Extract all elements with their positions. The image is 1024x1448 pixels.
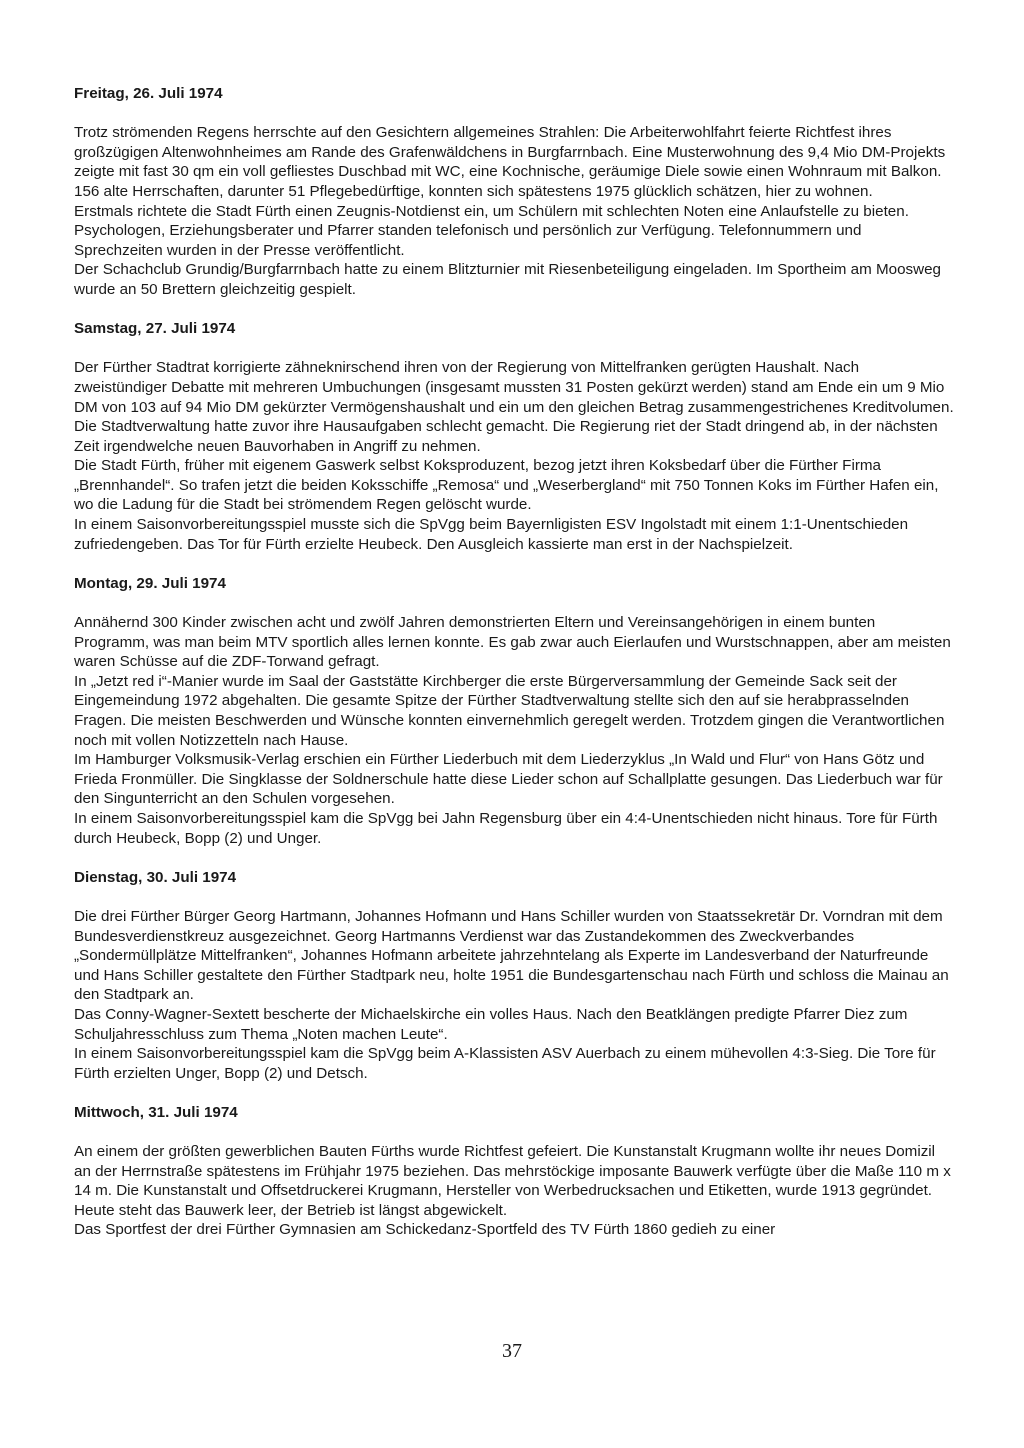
diary-entry xyxy=(74,868,954,1084)
entry-date-heading: Freitag, 26. Juli 1974 xyxy=(74,85,223,102)
diary-entry xyxy=(74,1103,954,1240)
entry-paragraph: In einem Saisonvorbereitungsspiel kam die SpVgg bei Jahn Regensburg über ein 4:4-Unentschieden nicht hinaus. Tore für Fürth durch Heubeck, Bopp (2) und Unger. xyxy=(74,809,938,847)
entry-paragraph: Annähernd 300 Kinder zwischen acht und zwölf Jahren demonstrierten Eltern und Vereinsangehörigen in einem bunten Programm, was man beim MTV sportlich alles lernen konnte. Es gab zwar auch Eierlaufen und Wurstschnappen, aber am meisten waren Schüsse auf die ZDF-Torwand gefragt. xyxy=(74,614,951,671)
entry-paragraph: In einem Saisonvorbereitungsspiel musste sich die SpVgg beim Bayernligisten ESV Ingolstadt mit einem 1:1-Unentschieden zufriedengeben. Das Tor für Fürth erzielte Heubeck. Den Ausgleich kassierte man erst in der Nachspielzeit. xyxy=(74,516,909,553)
entry-paragraph: Der Schachclub Grundig/Burgfarrnbach hatte zu einem Blitzturnier mit Riesenbeteiligung eingeladen. Im Sportheim am Moosweg wurde an 50 Brettern gleichzeitig gespielt. xyxy=(74,261,941,298)
diary-entry xyxy=(74,319,954,554)
entry-paragraph: Erstmals richtete die Stadt Fürth einen Zeugnis-Notdienst ein, um Schülern mit schlechten Noten eine Anlaufstelle zu bieten. Psychologen, Erziehungsberater und Pfarrer standen telefonisch und persönlich zur Verfügung. Telefonnummern und Sprechzeiten wurden in der Presse veröffentlicht. xyxy=(74,202,909,259)
entry-date-heading: Samstag, 27. Juli 1974 xyxy=(74,320,236,338)
entry-date-heading: Mittwoch, 31. Juli 1974 xyxy=(74,1103,238,1121)
entry-paragraph: Der Fürther Stadtrat korrigierte zähneknirschend ihren von der Regierung von Mittelfranken gerügten Haushalt. Nach zweistündiger Debatte mit mehreren Umbuchungen (insgesamt mussten 31 Posten gekürzt werden) stand am Ende ein um 9 Mio DM von 103 auf 94 Mio DM gekürzter Vermögenshaushalt und ein um den gleichen Betrag zusammengestrichenes Kreditvolumen. Die Stadtverwaltung hatte zuvor ihre Hausaufgaben schlecht gemacht. Die Regierung riet der Stadt dringend ab, in der nächsten Zeit irgendwelche neuen Bauvorhaben in Angriff zu nehmen. xyxy=(74,359,954,455)
entry-date-heading: Montag, 29. Juli 1974 xyxy=(74,574,226,592)
document-page xyxy=(74,84,954,1240)
page-number: 37 xyxy=(502,1340,522,1362)
entry-paragraph: An einem der größten gewerblichen Bauten Fürths wurde Richtfest gefeiert. Die Kunstanstalt Krugmann wollte ihr neues Domizil an der Herrnstraße spätestens im Frühjahr 1975 beziehen. Das mehrstöckige imposante Bauwerk verfügte über die Maße 110 m x 14 m. Die Kunstanstalt und Offsetdruckerei Krugmann, Hersteller von Werbedrucksachen und Etiketten, wurde 1913 gegründet. Heute steht das Bauwerk leer, der Betrieb ist längst abgewickelt. xyxy=(74,1143,951,1219)
entry-paragraph: Das Sportfest der drei Fürther Gymnasien am Schickedanz-Sportfeld des TV Fürth 1860 gedieh zu einer xyxy=(74,1221,776,1239)
entry-paragraph: Die Stadt Fürth, früher mit eigenem Gaswerk selbst Koksproduzent, bezog jetzt ihren Koksbedarf über die Fürther Firma „Brennhandel“. So trafen jetzt die beiden Koksschiffe „Remosa“ und „Weserbergland“ mit 750 Tonnen Koks im Fürther Hafen ein, wo die Ladung für die Stadt bei strömendem Regen gelöscht wurde. xyxy=(74,457,939,514)
entry-paragraph: Das Conny-Wagner-Sextett bescherte der Michaelskirche ein volles Haus. Nach den Beatklängen predigte Pfarrer Diez zum Schuljahresschluss zum Thema „Noten machen Leute“. xyxy=(74,1005,908,1043)
diary-entry xyxy=(74,84,954,300)
entry-date-heading: Dienstag, 30. Juli 1974 xyxy=(74,868,237,886)
entry-paragraph: Trotz strömenden Regens herrschte auf den Gesichtern allgemeines Strahlen: Die Arbeiterwohlfahrt feierte Richtfest ihres großzügigen Altenwohnheimes am Rande des Grafenwäldchens in Burgfarrnbach. Eine Musterwohnung des 9,4 Mio DM-Projekts zeigte mit fast 30 qm ein voll gefliestes Duschbad mit WC, eine Kochnische, geräumige Diele sowie einen Wohnraum mit Balkon. 156 alte Herrschaften, darunter 51 Pflegebedürftige, konnten sich spätestens 1975 glücklich schätzen, hier zu wohnen. xyxy=(74,124,946,200)
entry-paragraph: In „Jetzt red i“-Manier wurde im Saal der Gaststätte Kirchberger die erste Bürgerversammlung der Gemeinde Sack seit der Eingemeindung 1972 abgehalten. Die gesamte Spitze der Fürther Stadtverwaltung stellte sich den auf sie herabprasselnden Fragen. Die meisten Beschwerden und Wünsche konnten einvernehmlich geregelt werden. Trotzdem gingen die Verantwortlichen noch mit vollen Notizzetteln nach Hause. xyxy=(74,672,945,749)
entry-paragraph: Im Hamburger Volksmusik-Verlag erschien ein Fürther Liederbuch mit dem Liederzyklus „In Wald und Flur“ von Hans Götz und Frieda Fronmüller. Die Singklasse der Soldnerschule hatte diese Lieder schon auf Schallplatte gesungen. Das Liederbuch war für den Singunterricht an den Schulen vorgesehen. xyxy=(74,751,943,808)
diary-entry xyxy=(74,574,954,848)
entry-paragraph: Die drei Fürther Bürger Georg Hartmann, Johannes Hofmann und Hans Schiller wurden von Staatssekretär Dr. Vorndran mit dem Bundesverdienstkreuz ausgezeichnet. Georg Hartmanns Verdienst war das Zustandekommen des Zweckverbandes „Sondermüllplätze Mittelfranken“, Johannes Hofmann arbeitete jahrzehntelang als Experte im Landesverband der Naturfreunde und Hans Schiller gestaltete den Fürther Stadtpark neu, holte 1951 die Bundesgartenschau nach Fürth und schloss die Mainau an den Stadtpark an. xyxy=(74,907,949,1004)
entry-paragraph: In einem Saisonvorbereitungsspiel kam die SpVgg beim A-Klassisten ASV Auerbach zu einem mühevollen 4:3-Sieg. Die Tore für Fürth erzielten Unger, Bopp (2) und Detsch. xyxy=(74,1045,936,1082)
